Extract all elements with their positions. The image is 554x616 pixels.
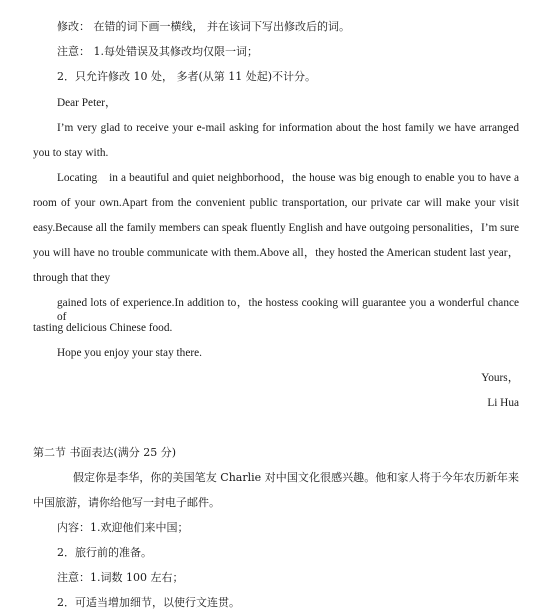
instruction-note-1: 注意： 1.每处错误及其修改均仅限一词； [57,45,258,58]
section-2-content-1: 内容：1.欢迎他们来中国； [57,521,189,534]
letter-paragraph-3-line-2: tasting delicious Chinese food. [33,322,173,334]
letter-closing: Yours， [481,372,519,384]
section-2-heading: 第二节 书面表达(满分 25 分) [33,446,177,459]
insertion-mark: . [97,174,99,183]
letter-paragraph-2-line-4: you will have no trouble communicate with them.Above all，they hosted the American student last year， [33,247,519,259]
letter-paragraph-2-line-2: room of your own.Apart from the convenient public transportation, our private car will make your visit [33,197,519,209]
letter-paragraph-2-line-3: easy.Because all the family members can speak fluently English and have outgoing personalities，I’m sure [33,222,519,234]
letter-paragraph-2-line-1-rest: in a beautiful and quiet neighborhood，the house was big enough to enable you to have a [109,172,519,184]
section-2-note-1: 注意：1.词数 100 左右； [57,571,184,584]
letter-greeting: Dear Peter， [57,97,117,109]
section-2-prompt-line-2: 中国旅游，请你给他写一封电子邮件。 [33,496,220,509]
letter-paragraph-1-line-2: you to stay with. [33,147,109,159]
locating-word: Locating [57,172,98,184]
letter-paragraph-2-line-1 [57,171,519,185]
letter-signature: Li Hua [487,397,519,409]
letter-paragraph-2-line-5: through that they [33,272,111,284]
letter-paragraph-4: Hope you enjoy your stay there. [57,347,202,359]
section-2-prompt-line-1: 假定你是李华，你的美国笔友 Charlie 对中国文化很感兴趣。他和家人将于今年农历新年来 [73,471,519,484]
instruction-modify: 修改： 在错的词下画一横线， 并在该词下写出修改后的词。 [57,20,350,33]
instruction-note-2: 2．只允许修改 10 处， 多者(从第 11 处起)不计分。 [57,70,317,83]
letter-paragraph-3-line-1: gained lots of experience.In addition to，the hostess cooking will guarantee you a wonderful chance of [57,297,519,323]
section-2-note-2: 2．可适当增加细节，以使行文连贯。 [57,596,240,609]
section-2-content-2: 2．旅行前的准备。 [57,546,152,559]
letter-paragraph-1-line-1: I’m very glad to receive your e-mail asking for information about the host family we have arranged [57,122,519,134]
